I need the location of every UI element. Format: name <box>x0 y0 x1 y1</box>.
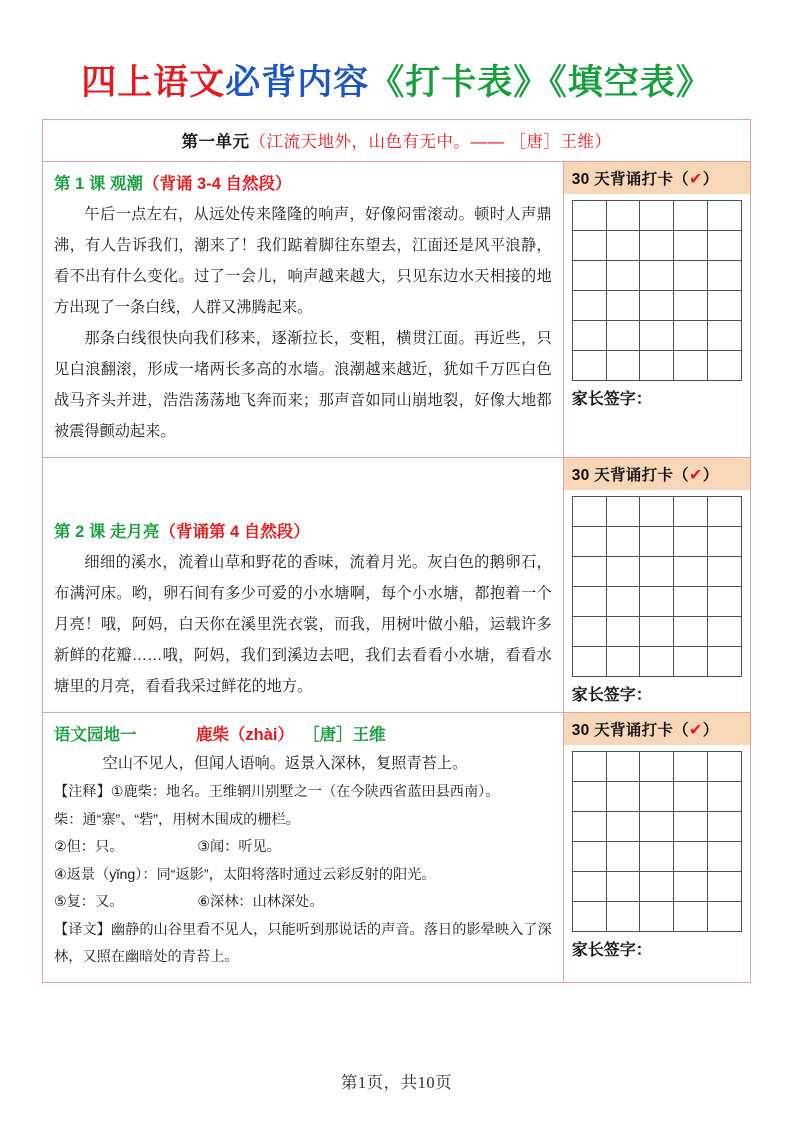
checkin-cell[interactable] <box>640 231 674 261</box>
checkin-cell[interactable] <box>674 351 708 381</box>
checkin-cell[interactable] <box>606 231 640 261</box>
checkin-cell[interactable] <box>674 617 708 647</box>
note-3a: ②但：只。 <box>54 839 124 855</box>
checkin-grid-row <box>572 557 741 587</box>
checkin-cell[interactable] <box>572 752 606 782</box>
checkin-cell[interactable] <box>674 752 708 782</box>
checkin-cell[interactable] <box>640 351 674 381</box>
checkin-header-label: 30 天背诵打卡（ <box>571 467 689 484</box>
checkin-cell[interactable] <box>674 812 708 842</box>
unit-header-cell <box>43 120 751 162</box>
checkin-cell[interactable] <box>572 782 606 812</box>
note-line-5 <box>54 889 552 917</box>
checkin-header-label: 30 天背诵打卡（ <box>571 722 689 739</box>
checkin-cell[interactable] <box>606 261 640 291</box>
checkin-cell[interactable] <box>572 617 606 647</box>
checkin-cell[interactable] <box>708 201 742 231</box>
unit-quote: （江流天地外，山色有无中。—— ［唐］王维） <box>249 133 612 151</box>
checkin-grid-row <box>572 231 741 261</box>
checkin-grid-row <box>572 872 741 902</box>
checkin-grid-row <box>572 321 741 351</box>
checkin-header <box>564 713 750 745</box>
table-row <box>43 162 751 458</box>
lesson-1-paragraph-1: 午后一点左右，从远处传来隆隆的响声，好像闷雷滚动。顿时人声鼎沸，有人告诉我们，潮来了！我们踮着脚往东望去，江面还是风平浪静，看不出有什么变化。过了一会儿，响声越来越大，只见东边水天相接的地方出现了一条白线，人群又沸腾起来。 <box>54 206 552 316</box>
checkin-cell[interactable] <box>708 321 742 351</box>
page-title-part-3: 《打卡表》《填空表》 <box>369 63 712 102</box>
checkin-cell[interactable] <box>674 902 708 932</box>
checkin-cell[interactable] <box>572 902 606 932</box>
checkin-cell[interactable] <box>572 647 606 677</box>
checkin-cell[interactable] <box>640 902 674 932</box>
checkin-grid-row <box>572 812 741 842</box>
checkin-cell[interactable] <box>606 351 640 381</box>
checkin-grid-row <box>572 782 741 812</box>
checkin-cell[interactable] <box>640 812 674 842</box>
parent-signature-label[interactable]: 家长签字： <box>571 942 652 959</box>
lesson-2-content-cell <box>43 458 564 713</box>
checkin-cell[interactable] <box>640 842 674 872</box>
lesson-1-title-name: 第 1 课 观潮 <box>54 175 143 193</box>
checkin-cell[interactable] <box>572 812 606 842</box>
table-row <box>43 713 751 983</box>
checkin-cell[interactable] <box>674 497 708 527</box>
checkin-cell[interactable] <box>674 261 708 291</box>
checkin-cell[interactable] <box>640 201 674 231</box>
checkin-cell[interactable] <box>640 647 674 677</box>
checkin-cell[interactable] <box>640 752 674 782</box>
checkin-cell[interactable] <box>640 617 674 647</box>
poem-author: ［唐］王维 <box>303 726 386 744</box>
page-title-part-1: 四上语文 <box>81 63 226 102</box>
poem-body: 空山不见人，但闻人语响。返景入深林，复照青苔上。 <box>102 755 468 772</box>
yuwen-yuandi-content-cell <box>43 713 564 983</box>
table-row <box>43 458 751 713</box>
checkin-header-close: ） <box>702 171 719 188</box>
note-line-1: 【注释】①鹿柴：地名。王维辋川别墅之一（在今陕西省蓝田县西南）。 <box>54 784 500 800</box>
checkin-cell[interactable] <box>640 872 674 902</box>
checkin-cell[interactable] <box>674 291 708 321</box>
lesson-1-title-note: （背诵 3-4 自然段） <box>142 175 292 193</box>
checkin-cell[interactable] <box>606 872 640 902</box>
parent-signature-label[interactable]: 家长签字： <box>571 391 652 408</box>
checkin-grid-row <box>572 351 741 381</box>
checkin-header <box>564 458 750 490</box>
checkin-cell[interactable] <box>572 527 606 557</box>
checkin-cell[interactable] <box>606 812 640 842</box>
lesson-1-content-cell <box>43 162 564 458</box>
checkin-cell[interactable] <box>606 201 640 231</box>
lesson-2-title <box>54 518 552 542</box>
checkin-cell[interactable] <box>708 812 742 842</box>
checkin-cell[interactable] <box>674 842 708 872</box>
checkin-cell[interactable] <box>572 587 606 617</box>
checkin-cell[interactable] <box>572 872 606 902</box>
checkin-panel <box>564 713 750 964</box>
note-line-4: ④返景（yǐng）：同“返影”，太阳将落时通过云彩反射的阳光。 <box>54 866 436 883</box>
checkin-cell[interactable] <box>640 291 674 321</box>
checkin-header <box>564 162 750 194</box>
checkin-cell[interactable] <box>606 527 640 557</box>
worksheet-table <box>42 119 751 983</box>
checkin-cell[interactable] <box>708 231 742 261</box>
checkin-grid-row <box>572 902 741 932</box>
checkin-cell[interactable] <box>572 842 606 872</box>
checkin-grid[interactable] <box>572 496 742 677</box>
checkin-cell[interactable] <box>640 782 674 812</box>
checkin-cell[interactable] <box>708 587 742 617</box>
checkin-cell[interactable] <box>572 231 606 261</box>
checkin-cell[interactable] <box>708 782 742 812</box>
checkin-cell[interactable] <box>572 321 606 351</box>
checkin-grid-row <box>572 201 741 231</box>
checkin-cell[interactable] <box>708 527 742 557</box>
note-line-3 <box>54 834 552 862</box>
checkin-grid-row <box>572 497 741 527</box>
check-icon: ✔ <box>688 467 703 484</box>
poem-title: 鹿柴（zhài） <box>195 726 294 744</box>
checkin-cell[interactable] <box>606 557 640 587</box>
checkin-grid-row <box>572 527 741 557</box>
checkin-panel <box>564 458 750 709</box>
lesson-2-checkin-cell <box>563 458 750 713</box>
checkin-cell[interactable] <box>674 231 708 261</box>
checkin-cell[interactable] <box>674 782 708 812</box>
checkin-cell[interactable] <box>606 782 640 812</box>
note-line-6: 【译文】幽静的山谷里看不见人，只能听到那说话的声音。落日的影晕映入了深林，又照在幽暗处的青苔上。 <box>54 921 552 965</box>
checkin-header-close: ） <box>702 722 719 739</box>
checkin-cell[interactable] <box>572 261 606 291</box>
checkin-grid-row <box>572 752 741 782</box>
lesson-1-checkin-cell <box>563 162 750 458</box>
checkin-cell[interactable] <box>674 557 708 587</box>
checkin-cell[interactable] <box>640 497 674 527</box>
checkin-cell[interactable] <box>606 587 640 617</box>
checkin-grid[interactable] <box>572 200 742 381</box>
checkin-cell[interactable] <box>708 351 742 381</box>
checkin-cell[interactable] <box>708 557 742 587</box>
checkin-cell[interactable] <box>640 261 674 291</box>
checkin-cell[interactable] <box>606 321 640 351</box>
lesson-2-title-note: （背诵第 4 自然段） <box>159 523 310 541</box>
checkin-grid-row <box>572 647 741 677</box>
parent-signature-label[interactable]: 家长签字： <box>571 687 652 704</box>
checkin-cell[interactable] <box>708 261 742 291</box>
checkin-panel <box>564 162 750 413</box>
checkin-cell[interactable] <box>708 647 742 677</box>
checkin-grid-row <box>572 842 741 872</box>
checkin-cell[interactable] <box>606 497 640 527</box>
checkin-cell[interactable] <box>606 902 640 932</box>
checkin-grid-row <box>572 587 741 617</box>
note-line-2: 柴：通“寨”、“砦”，用树木围成的栅栏。 <box>54 811 300 828</box>
checkin-cell[interactable] <box>674 321 708 351</box>
page-title-part-2: 必背内容 <box>225 63 370 102</box>
checkin-grid-row <box>572 261 741 291</box>
checkin-cell[interactable] <box>674 527 708 557</box>
checkin-grid[interactable] <box>572 751 742 932</box>
checkin-cell[interactable] <box>708 617 742 647</box>
checkin-cell[interactable] <box>640 587 674 617</box>
checkin-header-close: ） <box>702 467 719 484</box>
checkin-cell[interactable] <box>674 587 708 617</box>
checkin-header-label: 30 天背诵打卡（ <box>571 171 689 188</box>
checkin-grid-row <box>572 291 741 321</box>
lesson-2-paragraph-1: 细细的溪水，流着山草和野花的香味，流着月光。灰白色的鹅卵石，布满河床。哟，卵石间有多少可爱的小水塘啊，每个小水塘，都抱着一个月亮！哦，阿妈，白天你在溪里洗衣裳，而我，用树叶做小船，运载许多新鲜的花瓣……哦，阿妈，我们到溪边去吧，我们去看看小水塘，看看水塘里的月亮，看看我采过鲜花的地方。 <box>54 554 552 695</box>
checkin-cell[interactable] <box>708 752 742 782</box>
lesson-1-paragraph-2: 那条白线很快向我们移来，逐渐拉长，变粗，横贯江面。再近些，只见白浪翻滚，形成一堵两长多高的水墙。浪潮越来越近，犹如千万匹白色战马齐头并进，浩浩荡荡地飞奔而来；那声音如同山崩地裂，好像大地都被震得颤动起来。 <box>54 330 552 440</box>
checkin-cell[interactable] <box>674 872 708 902</box>
yuwen-yuandi-label: 语文园地一 <box>54 726 137 744</box>
checkin-cell[interactable] <box>708 902 742 932</box>
note-5b: ⑥深林：山林深处。 <box>197 894 324 910</box>
unit-header-row <box>43 120 751 162</box>
yuwen-yuandi-checkin-cell <box>563 713 750 983</box>
check-icon: ✔ <box>688 171 703 188</box>
checkin-cell[interactable] <box>674 647 708 677</box>
checkin-cell[interactable] <box>606 617 640 647</box>
checkin-cell[interactable] <box>640 557 674 587</box>
yuwen-yuandi-title <box>54 721 552 745</box>
checkin-cell[interactable] <box>572 351 606 381</box>
check-icon: ✔ <box>688 722 703 739</box>
checkin-cell[interactable] <box>572 497 606 527</box>
checkin-cell[interactable] <box>640 527 674 557</box>
checkin-cell[interactable] <box>674 201 708 231</box>
checkin-cell[interactable] <box>708 872 742 902</box>
note-5a: ⑤复：又。 <box>54 894 124 910</box>
page-title <box>0 0 793 119</box>
checkin-grid-row <box>572 617 741 647</box>
checkin-cell[interactable] <box>708 497 742 527</box>
checkin-cell[interactable] <box>708 291 742 321</box>
checkin-cell[interactable] <box>606 842 640 872</box>
lesson-2-title-name: 第 2 课 走月亮 <box>54 523 160 541</box>
checkin-cell[interactable] <box>606 752 640 782</box>
checkin-cell[interactable] <box>572 201 606 231</box>
checkin-cell[interactable] <box>572 557 606 587</box>
checkin-cell[interactable] <box>708 842 742 872</box>
checkin-cell[interactable] <box>640 321 674 351</box>
unit-name: 第一单元 <box>181 133 250 151</box>
checkin-cell[interactable] <box>606 647 640 677</box>
checkin-cell[interactable] <box>572 291 606 321</box>
lesson-1-title <box>54 170 552 194</box>
page-footer: 第1页，共10页 <box>340 1073 453 1092</box>
note-3b: ③闻：听见。 <box>197 839 281 855</box>
checkin-cell[interactable] <box>606 291 640 321</box>
